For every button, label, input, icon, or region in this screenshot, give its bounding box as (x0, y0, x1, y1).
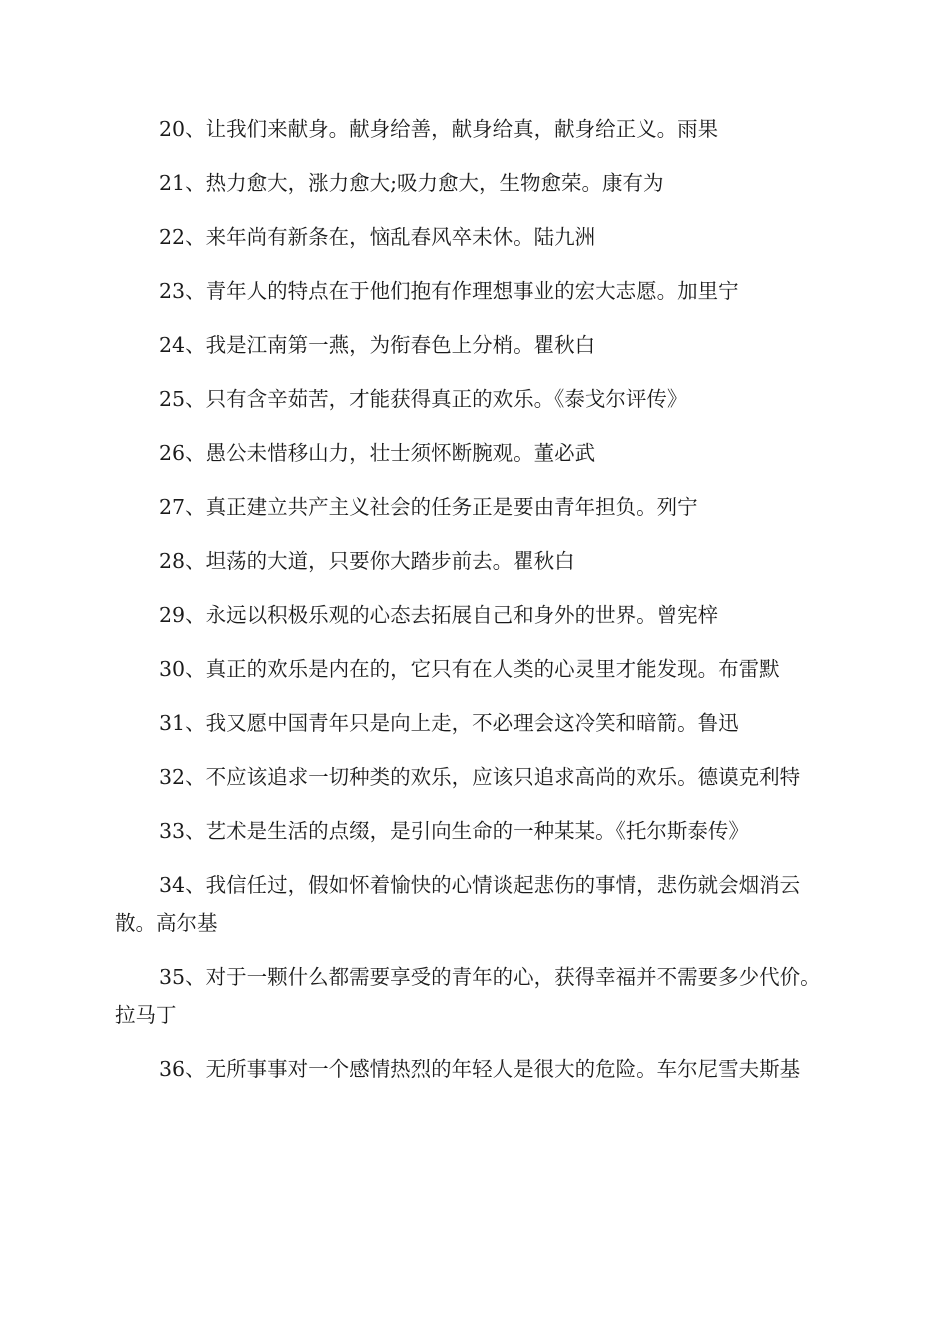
quote-paragraph: 33、艺术是生活的点缀，是引向生命的一种某某。《托尔斯泰传》 (159, 819, 749, 843)
quote-paragraph: 24、我是江南第一燕，为衔春色上分梢。瞿秋白 (159, 333, 596, 357)
quote-paragraph: 28、坦荡的大道，只要你大踏步前去。瞿秋白 (159, 549, 575, 573)
quote-paragraph: 25、只有含辛茹苦，才能获得真正的欢乐。《泰戈尔评传》 (159, 387, 688, 411)
quote-paragraph: 21、热力愈大，涨力愈大;吸力愈大，生物愈荣。康有为 (159, 171, 664, 195)
quote-paragraph: 22、来年尚有新条在，恼乱春风卒未休。陆九洲 (159, 225, 596, 249)
quote-paragraph: 30、真正的欢乐是内在的，它只有在人类的心灵里才能发现。布雷默 (159, 657, 780, 681)
quote-paragraph: 34、我信任过，假如怀着愉快的心情谈起悲伤的事情，悲伤就会烟消云散。高尔基 (115, 873, 801, 935)
quote-paragraph: 35、对于一颗什么都需要享受的青年的心，获得幸福并不需要多少代价。拉马丁 (115, 965, 821, 1027)
quote-paragraph: 29、永远以积极乐观的心态去拓展自己和身外的世界。曾宪梓 (159, 603, 719, 627)
quote-list (115, 110, 835, 1104)
quote-paragraph: 36、无所事事对一个感情热烈的年轻人是很大的危险。车尔尼雪夫斯基 (159, 1057, 801, 1081)
quote-paragraph: 31、我又愿中国青年只是向上走，不必理会这冷笑和暗箭。鲁迅 (159, 711, 739, 735)
quote-paragraph: 26、愚公未惜移山力，壮士须怀断腕观。董必武 (159, 441, 596, 465)
quote-paragraph: 32、不应该追求一切种类的欢乐，应该只追求高尚的欢乐。德谟克利特 (159, 765, 801, 789)
quote-paragraph: 20、让我们来献身。献身给善，献身给真，献身给正义。雨果 (159, 117, 719, 141)
quote-paragraph: 27、真正建立共产主义社会的任务正是要由青年担负。列宁 (159, 495, 698, 519)
quote-paragraph: 23、青年人的特点在于他们抱有作理想事业的宏大志愿。加里宁 (159, 279, 739, 303)
